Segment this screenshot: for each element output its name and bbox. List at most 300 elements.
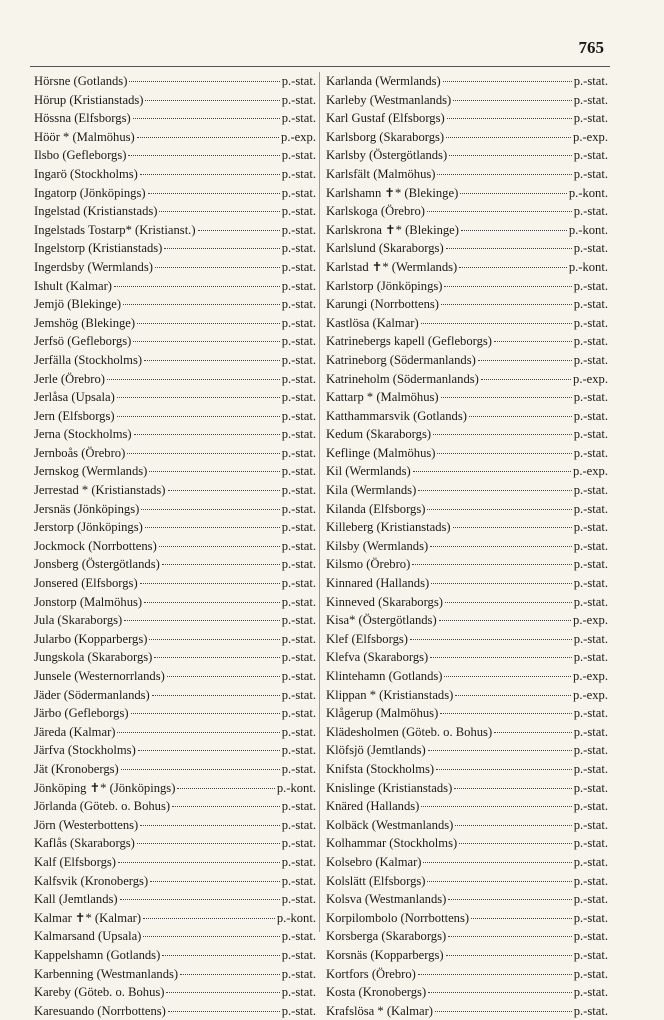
entry-place-name: Jemshög (Blekinge)	[34, 315, 136, 330]
directory-entry	[326, 834, 608, 853]
entry-place-name: Kosta (Kronobergs)	[326, 985, 427, 1000]
entry-place-name: Hörup (Kristianstads)	[34, 92, 144, 107]
dot-leader	[134, 434, 280, 435]
directory-entry	[326, 983, 608, 1002]
entry-place-name: Karlstorp (Jönköpings)	[326, 278, 443, 293]
directory-entry	[34, 630, 316, 649]
dot-leader	[159, 546, 280, 547]
dot-leader	[421, 323, 572, 324]
entry-place-name: Karlsfält (Malmöhus)	[326, 166, 436, 181]
entry-office-type: p.-stat.	[573, 780, 608, 795]
dot-leader	[168, 490, 280, 491]
entry-place-name: Kolbäck (Westmanlands)	[326, 817, 454, 832]
entry-office-type: p.-stat.	[281, 464, 316, 479]
entry-place-name: Kastlösa (Kalmar)	[326, 315, 419, 330]
dot-leader	[435, 1011, 572, 1012]
dot-leader	[148, 193, 280, 194]
directory-entry	[326, 518, 608, 537]
dot-leader	[123, 304, 280, 305]
entry-place-name: Kortfors (Örebro)	[326, 966, 416, 981]
dot-leader	[428, 750, 572, 751]
entry-office-type: p.-stat.	[573, 557, 608, 572]
entry-office-type: p.-stat.	[281, 631, 316, 646]
entry-place-name: Jerfsö (Gefleborgs)	[34, 334, 132, 349]
entry-place-name: Korpilombolo (Norrbottens)	[326, 910, 470, 925]
entry-office-type: p.-stat.	[281, 706, 316, 721]
directory-entry	[326, 593, 608, 612]
entry-place-name: Jonsered (Elfsborgs)	[34, 576, 138, 591]
entry-place-name: Ingerdsby (Wermlands)	[34, 259, 153, 274]
entry-office-type: p.-stat.	[573, 836, 608, 851]
entry-place-name: Klågerup (Malmöhus)	[326, 706, 439, 721]
entry-office-type: p.-stat.	[281, 259, 316, 274]
directory-entry	[326, 537, 608, 556]
dot-leader	[460, 193, 567, 194]
entry-place-name: Karungi (Norrbottens)	[326, 297, 439, 312]
dot-leader	[433, 434, 572, 435]
dot-leader	[137, 137, 279, 138]
dot-leader	[427, 881, 571, 882]
entry-place-name: Junsele (Westernorrlands)	[34, 669, 165, 683]
dot-leader	[443, 81, 572, 82]
dot-leader	[149, 639, 279, 640]
dot-leader	[145, 100, 279, 101]
entry-place-name: Klippan * (Kristianstads)	[326, 687, 454, 702]
entry-place-name: Kolhammar (Stockholms)	[326, 836, 458, 851]
directory-entry	[326, 481, 608, 500]
directory-entry	[34, 946, 316, 965]
directory-entry	[326, 388, 608, 407]
entry-place-name: Keflinge (Malmöhus)	[326, 445, 436, 460]
entry-place-name: Karlstad ✝* (Wermlands)	[326, 259, 458, 274]
dot-leader	[431, 583, 572, 584]
dot-leader	[444, 676, 571, 677]
entry-office-type: p.-stat.	[573, 74, 608, 88]
entry-place-name: Jerfälla (Stockholms)	[34, 352, 143, 367]
entry-office-type: p.-stat.	[573, 576, 608, 591]
directory-entry	[326, 760, 608, 779]
directory-entry	[34, 109, 316, 128]
entry-office-type: p.-stat.	[573, 204, 608, 219]
directory-entry	[34, 277, 316, 296]
entry-office-type: p.-kont.	[568, 185, 608, 200]
entry-office-type: p.-stat.	[281, 352, 316, 367]
directory-entry	[34, 500, 316, 519]
entry-office-type: p.-stat.	[281, 148, 316, 163]
dot-leader	[141, 509, 279, 510]
directory-entry	[326, 1002, 608, 1020]
entry-office-type: p.-stat.	[573, 873, 608, 888]
directory-entry	[34, 760, 316, 779]
entry-place-name: Jäder (Södermanlands)	[34, 687, 150, 702]
entry-office-type: p.-stat.	[281, 799, 316, 814]
entry-place-name: Kalmar ✝* (Kalmar)	[34, 910, 142, 925]
entry-place-name: Knifsta (Stockholms)	[326, 761, 435, 776]
entry-office-type: p.-stat.	[573, 427, 608, 442]
dot-leader	[144, 602, 280, 603]
directory-entry	[326, 407, 608, 426]
directory-entry	[326, 741, 608, 760]
entry-office-type: p.-stat.	[573, 111, 608, 126]
directory-entry	[34, 165, 316, 184]
dot-leader	[461, 230, 567, 231]
entry-office-type: p.-stat.	[281, 836, 316, 851]
entry-place-name: Kareby (Göteb. o. Bohus)	[34, 985, 165, 1000]
entry-office-type: p.-exp.	[573, 129, 608, 144]
dot-leader	[143, 936, 279, 937]
entry-office-type: p.-stat.	[573, 315, 608, 330]
entry-office-type: p.-stat.	[281, 520, 316, 535]
entry-office-type: p.-stat.	[573, 910, 608, 925]
directory-entry	[326, 500, 608, 519]
entry-place-name: Knislinge (Kristianstads)	[326, 780, 453, 795]
directory-entry	[34, 667, 316, 686]
entry-place-name: Jemjö (Blekinge)	[34, 297, 122, 312]
entry-place-name: Kalfsvik (Kronobergs)	[34, 873, 149, 888]
dot-leader	[127, 453, 279, 454]
entry-place-name: Kolsebro (Kalmar)	[326, 854, 422, 869]
dot-leader	[455, 825, 571, 826]
dot-leader	[439, 620, 571, 621]
entry-office-type: p.-stat.	[573, 1003, 608, 1018]
entry-place-name: Jockmock (Norrbottens)	[34, 538, 157, 553]
dot-leader	[107, 379, 280, 380]
directory-entry	[34, 444, 316, 463]
directory-entry	[34, 314, 316, 333]
dot-leader	[447, 118, 572, 119]
dot-leader	[155, 267, 280, 268]
directory-entry	[34, 965, 316, 984]
directory-entry	[326, 295, 608, 314]
entry-office-type: p.-stat.	[281, 278, 316, 293]
dot-leader	[410, 639, 572, 640]
dot-leader	[423, 862, 571, 863]
dot-leader	[418, 490, 571, 491]
directory-entry	[326, 351, 608, 370]
dot-leader	[180, 974, 280, 975]
dot-leader	[117, 397, 280, 398]
entry-office-type: p.-stat.	[281, 576, 316, 591]
directory-entry	[34, 537, 316, 556]
dot-leader	[448, 899, 571, 900]
entry-place-name: Karlslund (Skaraborgs)	[326, 241, 444, 256]
directory-entry	[34, 91, 316, 110]
dot-leader	[478, 360, 572, 361]
dot-leader	[145, 527, 280, 528]
directory-entry	[326, 965, 608, 984]
entry-place-name: Jersnäs (Jönköpings)	[34, 501, 140, 516]
entry-place-name: Jörn (Westerbottens)	[34, 817, 139, 832]
entry-place-name: Katthammarsvik (Gotlands)	[326, 408, 467, 423]
dot-leader	[162, 955, 279, 956]
dot-leader	[453, 100, 571, 101]
entry-place-name: Karl Gustaf (Elfsborgs)	[326, 111, 445, 126]
directory-entry	[326, 462, 608, 481]
entry-place-name: Ingelstorp (Kristianstads)	[34, 241, 163, 256]
entry-place-name: Karlshamn ✝* (Blekinge)	[326, 185, 459, 200]
directory-entry	[326, 909, 608, 928]
directory-entry	[34, 518, 316, 537]
entry-office-type: p.-stat.	[573, 743, 608, 758]
entry-place-name: Jernskog (Wermlands)	[34, 464, 148, 479]
entry-office-type: p.-stat.	[281, 557, 316, 572]
dot-leader	[140, 583, 280, 584]
entry-place-name: Karleby (Westmanlands)	[326, 92, 452, 107]
entry-office-type: p.-stat.	[281, 445, 316, 460]
entry-office-type: p.-stat.	[573, 520, 608, 535]
directory-entry	[34, 425, 316, 444]
dot-leader	[143, 918, 275, 919]
entry-office-type: p.-stat.	[573, 352, 608, 367]
entry-office-type: p.-stat.	[573, 799, 608, 814]
dot-leader	[446, 955, 572, 956]
directory-entry	[326, 723, 608, 742]
dot-leader	[446, 248, 572, 249]
directory-entry	[34, 462, 316, 481]
entry-office-type: p.-exp.	[573, 669, 608, 683]
entry-office-type: p.-stat.	[281, 929, 316, 944]
dot-leader	[128, 155, 279, 156]
directory-entry	[34, 481, 316, 500]
entry-office-type: p.-stat.	[573, 538, 608, 553]
entry-office-type: p.-stat.	[281, 390, 316, 405]
dot-leader	[418, 974, 572, 975]
dot-leader	[437, 453, 571, 454]
dot-leader	[440, 713, 571, 714]
entry-place-name: Kalf (Elfsborgs)	[34, 854, 116, 869]
dot-leader	[172, 806, 280, 807]
entry-place-name: Katrineborg (Södermanlands)	[326, 352, 476, 367]
entry-office-type: p.-stat.	[573, 985, 608, 1000]
dot-leader	[198, 230, 280, 231]
entry-office-type: p.-stat.	[281, 892, 316, 907]
entry-place-name: Kinnared (Hallands)	[326, 576, 430, 591]
directory-entry	[34, 872, 316, 891]
entry-office-type: p.-stat.	[573, 929, 608, 944]
dot-leader	[441, 397, 572, 398]
dot-leader	[430, 546, 572, 547]
entry-place-name: Ingelstads Tostarp* (Kristianst.)	[34, 222, 196, 237]
dot-leader	[459, 267, 567, 268]
directory-entry	[34, 909, 316, 928]
entry-office-type: p.-exp.	[573, 371, 608, 386]
entry-place-name: Karlanda (Wermlands)	[326, 74, 441, 88]
entry-office-type: p.-stat.	[281, 985, 316, 1000]
directory-entry	[326, 890, 608, 909]
entry-place-name: Ishult (Kalmar)	[34, 278, 112, 293]
entry-place-name: Jerlåsa (Upsala)	[34, 390, 115, 405]
entry-place-name: Kisa* (Östergötlands)	[326, 613, 437, 628]
directory-entry	[326, 872, 608, 891]
entry-office-type: p.-stat.	[281, 408, 316, 423]
directory-entry	[34, 388, 316, 407]
entry-office-type: p.-stat.	[281, 483, 316, 498]
dot-leader	[118, 862, 280, 863]
entry-office-type: p.-stat.	[573, 334, 608, 349]
directory-entry	[326, 444, 608, 463]
entry-place-name: Jernboås (Örebro)	[34, 445, 126, 460]
entry-place-name: Jularbo (Kopparbergs)	[34, 631, 148, 646]
dot-leader	[455, 695, 571, 696]
entry-place-name: Jerle (Örebro)	[34, 371, 105, 386]
dot-leader	[453, 527, 572, 528]
entry-office-type: p.-stat.	[281, 669, 316, 683]
entry-place-name: Jerstorp (Jönköpings)	[34, 520, 143, 535]
dot-leader	[441, 304, 572, 305]
entry-office-type: p.-stat.	[573, 390, 608, 405]
dot-leader	[159, 211, 279, 212]
entry-office-type: p.-stat.	[281, 687, 316, 702]
entry-office-type: p.-stat.	[281, 873, 316, 888]
entry-office-type: p.-stat.	[281, 817, 316, 832]
entry-place-name: Katrinebergs kapell (Gefleborgs)	[326, 334, 492, 349]
entry-office-type: p.-stat.	[573, 947, 608, 962]
entry-place-name: Kilsmo (Örebro)	[326, 557, 411, 572]
directory-entry	[34, 202, 316, 221]
entry-office-type: p.-stat.	[281, 538, 316, 553]
entry-office-type: p.-stat.	[573, 724, 608, 739]
entry-place-name: Hörsne (Gotlands)	[34, 74, 128, 88]
entry-office-type: p.-stat.	[573, 761, 608, 776]
directory-entry	[34, 741, 316, 760]
entry-office-type: p.-exp.	[573, 613, 608, 628]
entry-office-type: p.-kont.	[568, 259, 608, 274]
dot-leader	[445, 602, 572, 603]
entry-place-name: Kaflås (Skaraborgs)	[34, 836, 135, 851]
entry-office-type: p.-stat.	[281, 761, 316, 776]
directory-entry	[326, 184, 608, 203]
column-divider	[319, 72, 320, 932]
entry-place-name: Karlsborg (Skaraborgs)	[326, 129, 445, 144]
entry-office-type: p.-stat.	[573, 445, 608, 460]
entry-place-name: Klöfsjö (Jemtlands)	[326, 743, 426, 758]
dot-leader	[444, 286, 571, 287]
entry-place-name: Klefva (Skaraborgs)	[326, 650, 429, 665]
entry-office-type: p.-stat.	[573, 631, 608, 646]
directory-entry	[34, 72, 316, 91]
header-rule	[30, 66, 610, 67]
entry-place-name: Knäred (Hallands)	[326, 799, 420, 814]
directory-entry	[326, 686, 608, 705]
entry-place-name: Klädesholmen (Göteb. o. Bohus)	[326, 724, 493, 739]
entry-office-type: p.-stat.	[573, 148, 608, 163]
entry-office-type: p.-stat.	[281, 854, 316, 869]
directory-entry	[34, 555, 316, 574]
dot-leader	[140, 174, 280, 175]
dot-leader	[494, 341, 572, 342]
dot-leader	[140, 825, 279, 826]
directory-entry	[34, 370, 316, 389]
entry-office-type: p.-stat.	[573, 706, 608, 721]
entry-place-name: Karesuando (Norrbottens)	[34, 1003, 166, 1018]
entry-office-type: p.-stat.	[573, 92, 608, 107]
dot-leader	[412, 564, 571, 565]
directory-entry	[34, 686, 316, 705]
dot-leader	[164, 248, 279, 249]
dot-leader	[437, 174, 571, 175]
dot-leader	[449, 155, 572, 156]
entry-place-name: Ingatorp (Jönköpings)	[34, 185, 146, 200]
dot-leader	[430, 657, 571, 658]
left-column	[34, 72, 316, 1020]
directory-entry	[34, 779, 316, 798]
entry-place-name: Kalmarsand (Upsala)	[34, 929, 142, 944]
entry-office-type: p.-stat.	[573, 166, 608, 181]
entry-office-type: p.-stat.	[281, 111, 316, 126]
entry-place-name: Jonstorp (Malmöhus)	[34, 594, 143, 609]
directory-entry	[326, 927, 608, 946]
dot-leader	[436, 769, 572, 770]
directory-entry	[326, 797, 608, 816]
entry-office-type: p.-stat.	[281, 613, 316, 628]
directory-entry	[34, 816, 316, 835]
entry-place-name: Klintehamn (Gotlands)	[326, 669, 443, 683]
entry-place-name: Korsnäs (Kopparbergs)	[326, 947, 444, 962]
directory-entry	[326, 648, 608, 667]
entry-office-type: p.-stat.	[281, 427, 316, 442]
directory-entry	[326, 165, 608, 184]
entry-place-name: Kolsva (Westmanlands)	[326, 892, 447, 907]
entry-office-type: p.-stat.	[281, 650, 316, 665]
dot-leader	[138, 750, 280, 751]
entry-office-type: p.-stat.	[281, 222, 316, 237]
entry-place-name: Kappelshamn (Gotlands)	[34, 947, 161, 962]
entry-place-name: Korsberga (Skaraborgs)	[326, 929, 447, 944]
entry-office-type: p.-stat.	[573, 483, 608, 498]
entry-office-type: p.-stat.	[281, 594, 316, 609]
entry-office-type: p.-stat.	[281, 724, 316, 739]
directory-entry	[34, 983, 316, 1002]
directory-entry	[326, 239, 608, 258]
directory-entry	[326, 109, 608, 128]
dot-leader	[494, 732, 572, 733]
dot-leader	[469, 416, 572, 417]
directory-entry	[34, 611, 316, 630]
right-column	[326, 72, 608, 1020]
entry-place-name: Jern (Elfsborgs)	[34, 408, 115, 423]
dot-leader	[167, 676, 280, 677]
entry-office-type: p.-stat.	[573, 408, 608, 423]
directory-entry	[34, 834, 316, 853]
entry-office-type: p.-kont.	[276, 780, 316, 795]
directory-entry	[34, 1002, 316, 1020]
directory-entry	[326, 370, 608, 389]
directory-entry	[326, 630, 608, 649]
dot-leader	[481, 379, 571, 380]
entry-office-type: p.-stat.	[573, 966, 608, 981]
entry-place-name: Kinneved (Skaraborgs)	[326, 594, 443, 609]
entry-place-name: Kilsby (Wermlands)	[326, 538, 429, 553]
directory-entry	[326, 277, 608, 296]
directory-entry	[34, 239, 316, 258]
directory-entry	[34, 593, 316, 612]
directory-entry	[326, 91, 608, 110]
entry-place-name: Järfva (Stockholms)	[34, 743, 136, 758]
dot-leader	[124, 620, 279, 621]
entry-office-type: p.-stat.	[573, 278, 608, 293]
entry-office-type: p.-stat.	[573, 650, 608, 665]
directory-entry	[326, 258, 608, 277]
entry-office-type: p.-stat.	[281, 371, 316, 386]
entry-place-name: Jonsberg (Östergötlands)	[34, 557, 160, 572]
entry-office-type: p.-stat.	[573, 892, 608, 907]
entry-place-name: Kila (Wermlands)	[326, 483, 417, 498]
entry-place-name: Höör * (Malmöhus)	[34, 129, 135, 144]
directory-entry	[326, 853, 608, 872]
entry-office-type: p.-stat.	[281, 966, 316, 981]
dot-leader	[162, 564, 280, 565]
entry-office-type: p.-stat.	[281, 74, 316, 88]
